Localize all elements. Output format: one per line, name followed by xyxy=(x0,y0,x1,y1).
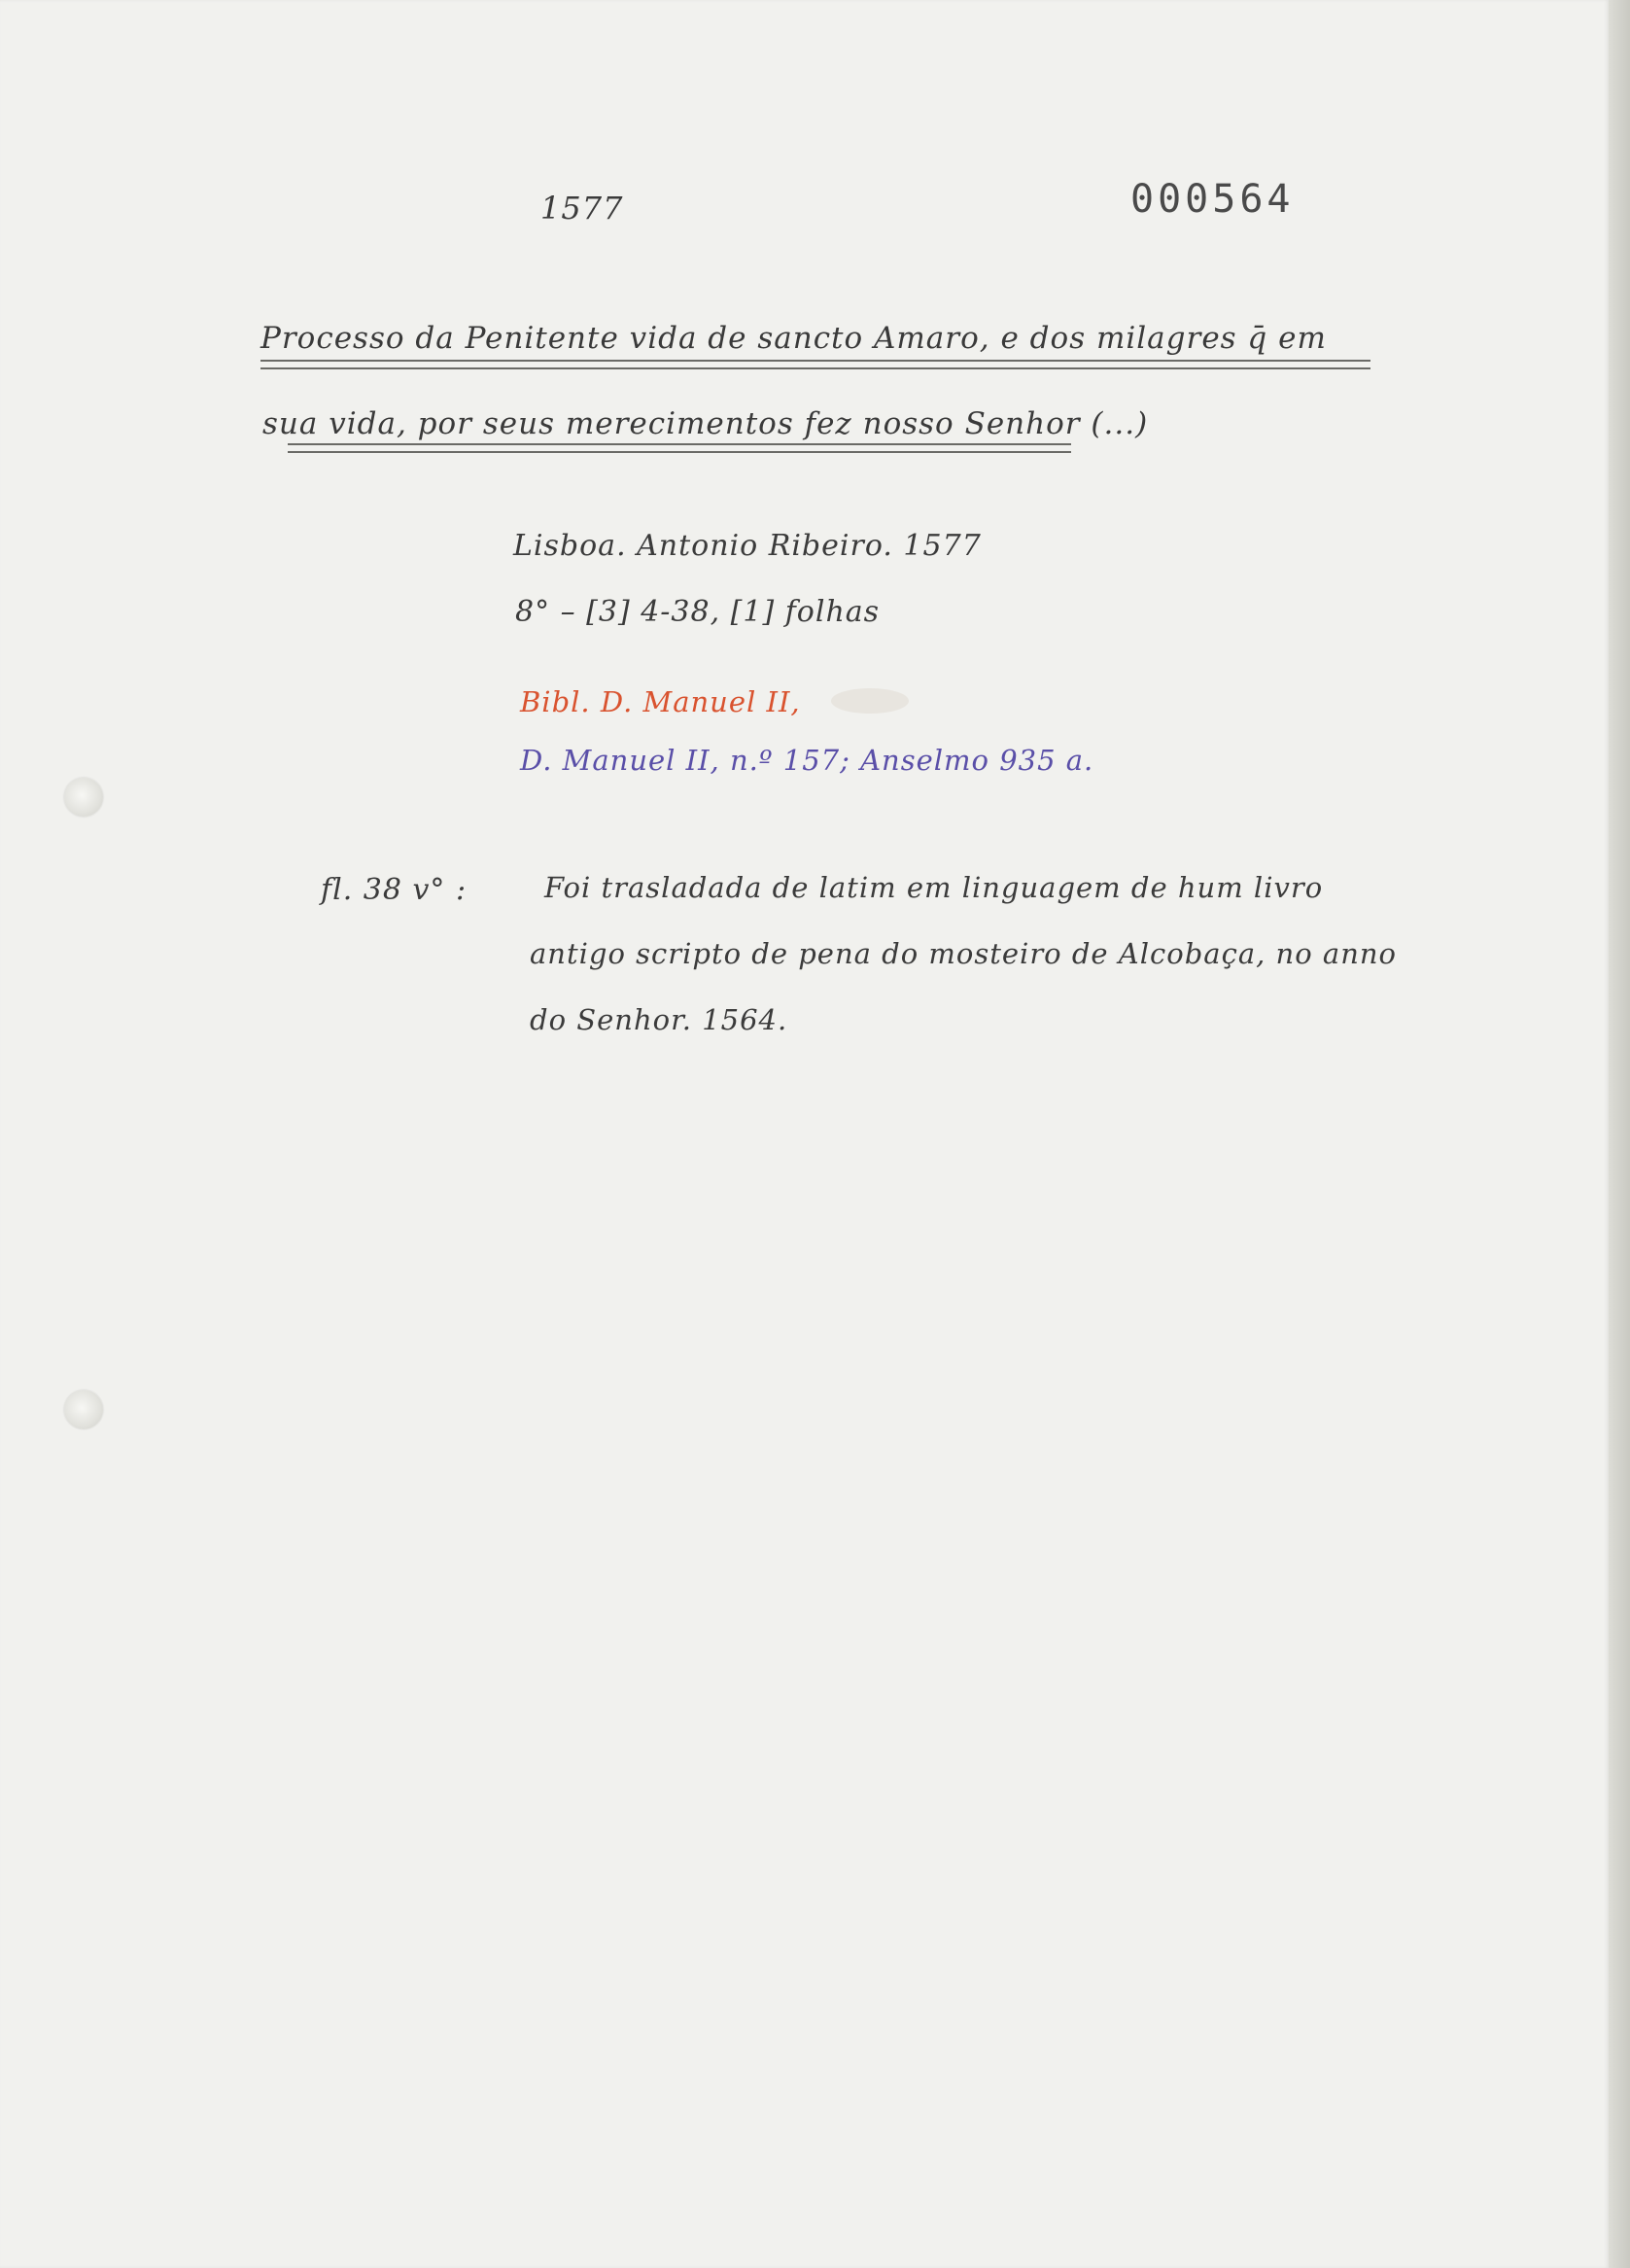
library-reference: Bibl. D. Manuel II, xyxy=(520,685,801,718)
title-underline-1 xyxy=(260,360,1370,369)
imprint-collation: 8° – [3] 4-38, [1] folhas xyxy=(515,595,881,629)
imprint-place-printer: Lisboa. Antonio Ribeiro. 1577 xyxy=(513,529,982,563)
accession-stamp: 000564 xyxy=(1130,177,1295,222)
note-line-1: Foi trasladada de latim em linguagem de hum livro xyxy=(544,871,1324,904)
title-line-2: sua vida, por seus merecimentos fez nosso Senhor (...) xyxy=(262,406,1149,441)
note-line-3: do Senhor. 1564. xyxy=(530,1003,788,1036)
punch-hole-upper xyxy=(64,778,103,817)
catalogue-reference: D. Manuel II, n.º 157; Anselmo 935 a. xyxy=(520,744,1094,777)
erased-mark xyxy=(831,688,909,714)
page-edge xyxy=(1609,0,1630,2268)
note-label: fl. 38 v° : xyxy=(321,873,468,907)
title-underline-2 xyxy=(288,443,1071,453)
title-line-1: Processo da Penitente vida de sancto Amaro, e dos milagres q̄ em xyxy=(260,321,1327,356)
year-heading: 1577 xyxy=(540,190,624,227)
note-line-2: antigo scripto de pena do mosteiro de Alcobaça, no anno xyxy=(530,937,1398,970)
punch-hole-lower xyxy=(64,1390,103,1429)
